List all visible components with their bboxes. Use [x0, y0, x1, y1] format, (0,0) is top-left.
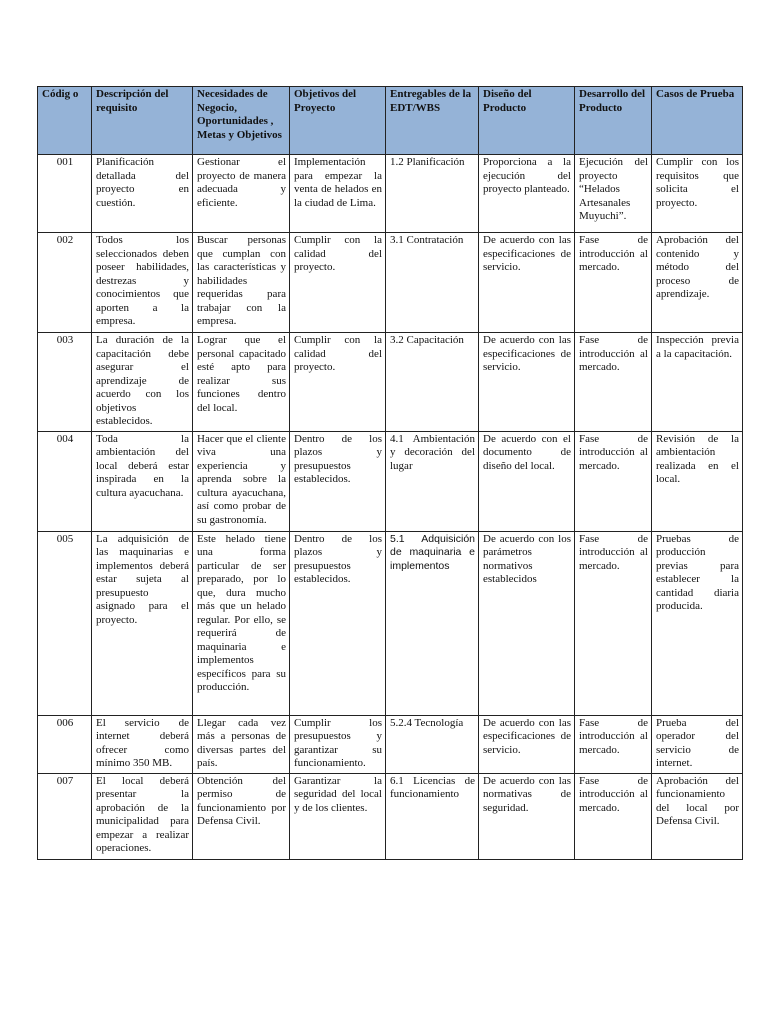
requirements-traceability-page: [37, 86, 742, 860]
table-row: [38, 715, 743, 773]
cell-desarrollo: Fase de introducción al mercado.: [575, 773, 652, 859]
cell-desarrollo: Fase de introducción al mercado.: [575, 333, 652, 432]
cell-necesidades: Hacer que el cliente viva una experiencia y aprenda sobre la cultura ayacuchana, así como probar de su gastronomía.: [193, 431, 290, 531]
table-row: [38, 431, 743, 531]
cell-objetivos: Dentro de los plazos y presupuestos establecidos.: [290, 531, 386, 715]
cell-objetivos: Cumplir con la calidad del proyecto.: [290, 233, 386, 333]
cell-casos: Pruebas de producción previas para establecer la cantidad diaria producida.: [652, 531, 743, 715]
cell-objetivos: Cumplir con la calidad del proyecto.: [290, 333, 386, 432]
header-necesidades: Necesidades de Negocio, Oportunidades , Metas y Objetivos: [193, 87, 290, 155]
cell-descripcion: La duración de la capacitación debe asegurar el aprendizaje de acuerdo con los objetivos establecidos.: [92, 333, 193, 432]
table-row: [38, 233, 743, 333]
cell-descripcion: El servicio de internet deberá ofrecer como mínimo 350 MB.: [92, 715, 193, 773]
cell-diseno: De acuerdo con el documento de diseño del local.: [479, 431, 575, 531]
cell-objetivos: Cumplir los presupuestos y garantizar su funcionamiento.: [290, 715, 386, 773]
cell-objetivos: Dentro de los plazos y presupuestos establecidos.: [290, 431, 386, 531]
table-row: [38, 333, 743, 432]
cell-casos: Prueba del operador del servicio de internet.: [652, 715, 743, 773]
cell-desarrollo: Fase de introducción al mercado.: [575, 431, 652, 531]
cell-casos: Aprobación del funcionamiento del local por Defensa Civil.: [652, 773, 743, 859]
cell-necesidades: Lograr que el personal capacitado esté apto para realizar sus funciones dentro del local.: [193, 333, 290, 432]
header-row: [38, 87, 743, 155]
header-descripcion: Descripción del requisito: [92, 87, 193, 155]
header-casos: Casos de Prueba: [652, 87, 743, 155]
cell-descripcion: Planificación detallada del proyecto en cuestión.: [92, 155, 193, 233]
cell-casos: Cumplir con los requisitos que solicita el proyecto.: [652, 155, 743, 233]
cell-diseno: Proporciona a la ejecución del proyecto planteado.: [479, 155, 575, 233]
cell-entregables: 6.1 Licencias de funcionamiento: [386, 773, 479, 859]
cell-desarrollo: Fase de introducción al mercado.: [575, 715, 652, 773]
cell-necesidades: Llegar cada vez más a personas de diversas partes del país.: [193, 715, 290, 773]
cell-diseno: De acuerdo con los parámetros normativos establecidos: [479, 531, 575, 715]
cell-code: 002: [38, 233, 92, 333]
cell-entregables: 1.2 Planificación: [386, 155, 479, 233]
cell-descripcion: Toda la ambientación del local deberá estar inspirada en la cultura ayacuchana.: [92, 431, 193, 531]
cell-code: 001: [38, 155, 92, 233]
cell-diseno: De acuerdo con las especificaciones de servicio.: [479, 715, 575, 773]
cell-code: 007: [38, 773, 92, 859]
cell-descripcion: La adquisición de las maquinarias e implementos deberá estar sujeta al presupuesto asignado para el proyecto.: [92, 531, 193, 715]
table-row: [38, 155, 743, 233]
cell-entregables: 3.1 Contratación: [386, 233, 479, 333]
cell-code: 003: [38, 333, 92, 432]
requirements-table: [37, 86, 743, 860]
cell-code: 005: [38, 531, 92, 715]
cell-entregables: 4.1 Ambientación y decoración del lugar: [386, 431, 479, 531]
cell-necesidades: Obtención del permiso de funcionamiento por Defensa Civil.: [193, 773, 290, 859]
cell-necesidades: Buscar personas que cumplan con las características y habilidades requeridas para trabajar con la empresa.: [193, 233, 290, 333]
cell-code: 004: [38, 431, 92, 531]
table-row: [38, 773, 743, 859]
cell-casos: Aprobación del contenido y método del proceso de aprendizaje.: [652, 233, 743, 333]
header-diseno: Diseño del Producto: [479, 87, 575, 155]
cell-desarrollo: Fase de introducción al mercado.: [575, 233, 652, 333]
cell-descripcion: Todos los seleccionados deben poseer habilidades, destrezas y conocimientos que aporten a la empresa.: [92, 233, 193, 333]
cell-casos: Revisión de la ambientación realizada en el local.: [652, 431, 743, 531]
header-desarrollo: Desarrollo del Producto: [575, 87, 652, 155]
cell-diseno: De acuerdo con las normativas de seguridad.: [479, 773, 575, 859]
cell-descripcion: El local deberá presentar la aprobación de la municipalidad para empezar a realizar operaciones.: [92, 773, 193, 859]
header-codigo: Códig o: [38, 87, 92, 155]
header-objetivos: Objetivos del Proyecto: [290, 87, 386, 155]
cell-entregables: 3.2 Capacitación: [386, 333, 479, 432]
header-entregables: Entregables de la EDT/WBS: [386, 87, 479, 155]
cell-objetivos: Garantizar la seguridad del local y de los clientes.: [290, 773, 386, 859]
cell-desarrollo: Fase de introducción al mercado.: [575, 531, 652, 715]
cell-casos: Inspección previa a la capacitación.: [652, 333, 743, 432]
cell-desarrollo: Ejecución del proyecto “Helados Artesanales Muyuchi”.: [575, 155, 652, 233]
table-row: [38, 531, 743, 715]
cell-necesidades: Este helado tiene una forma particular de ser preparado, por lo que, dura mucho más que un helado regular. Por ello, se requerirá de maquinaria e implementos específicos para su producción.: [193, 531, 290, 715]
cell-entregables: 5.2.4 Tecnología: [386, 715, 479, 773]
cell-code: 006: [38, 715, 92, 773]
cell-entregables: 5.1 Adquisición de maquinaria e implementos: [386, 531, 479, 715]
cell-necesidades: Gestionar el proyecto de manera adecuada y eficiente.: [193, 155, 290, 233]
cell-diseno: De acuerdo con las especificaciones de servicio.: [479, 233, 575, 333]
cell-objetivos: Implementación para empezar la venta de helados en la ciudad de Lima.: [290, 155, 386, 233]
cell-diseno: De acuerdo con las especificaciones de servicio.: [479, 333, 575, 432]
